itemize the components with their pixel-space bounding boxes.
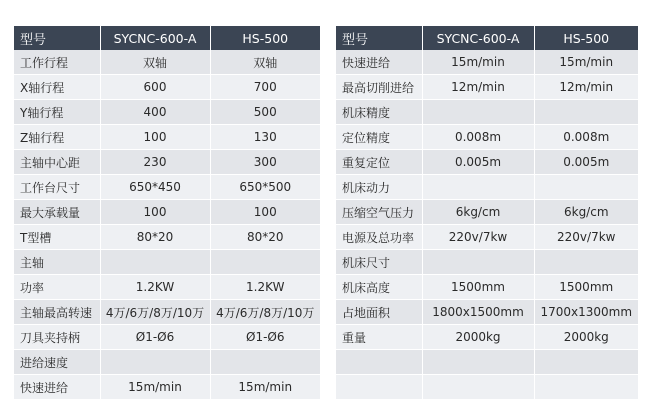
spec-name-cell: T型槽 (14, 225, 100, 250)
table-row (14, 375, 320, 400)
spec-name-cell: 机床尺寸 (336, 250, 422, 275)
spec-name-cell: Y轴行程 (14, 100, 100, 125)
sycnc-600-a-value-cell (100, 350, 210, 375)
sycnc-600-a-value-cell: 双轴 (100, 50, 210, 75)
hs-500-value-cell (534, 375, 638, 400)
spec-name-cell (336, 350, 422, 375)
sycnc-600-a-value-cell: 220v/7kw (422, 225, 534, 250)
hs-500-value-cell: 130 (210, 125, 320, 150)
table-row (336, 375, 638, 400)
hs-500-value-cell: 12m/min (534, 75, 638, 100)
spec-name-cell: 工作行程 (14, 50, 100, 75)
spec-name-cell: 刀具夹持柄 (14, 325, 100, 350)
hs-500-value-cell: 500 (210, 100, 320, 125)
hs-500-value-cell (210, 250, 320, 275)
hs-500-value-cell: 300 (210, 150, 320, 175)
table-row (336, 175, 638, 200)
hs-500-value-cell: 1.2KW (210, 275, 320, 300)
spec-name-cell: 主轴最高转速 (14, 300, 100, 325)
table-row (14, 150, 320, 175)
sycnc-600-a-value-cell: 80*20 (100, 225, 210, 250)
spec-table-right-body (336, 50, 638, 400)
table-row (14, 75, 320, 100)
header-hs-500: HS-500 (210, 26, 320, 50)
hs-500-value-cell: 6kg/cm (534, 200, 638, 225)
table-row (14, 275, 320, 300)
sycnc-600-a-value-cell (100, 250, 210, 275)
sycnc-600-a-value-cell: 0.008m (422, 125, 534, 150)
spec-name-cell: 压缩空气压力 (336, 200, 422, 225)
table-header-row (336, 26, 638, 50)
hs-500-value-cell: 2000kg (534, 325, 638, 350)
table-row (336, 325, 638, 350)
sycnc-600-a-value-cell: 100 (100, 125, 210, 150)
table-row (336, 225, 638, 250)
table-row (14, 225, 320, 250)
table-row (336, 250, 638, 275)
table-row (14, 300, 320, 325)
spec-table-right (336, 26, 638, 400)
spec-table-left-body (14, 50, 320, 400)
sycnc-600-a-value-cell: 12m/min (422, 75, 534, 100)
table-row (14, 350, 320, 375)
table-row (336, 200, 638, 225)
header-sycnc-600-a: SYCNC-600-A (100, 26, 210, 50)
sycnc-600-a-value-cell (422, 175, 534, 200)
hs-500-value-cell: Ø1-Ø6 (210, 325, 320, 350)
hs-500-value-cell: 650*500 (210, 175, 320, 200)
sycnc-600-a-value-cell: 4万/6万/8万/10万 (100, 300, 210, 325)
spec-name-cell: 最大承载量 (14, 200, 100, 225)
spec-name-cell: X轴行程 (14, 75, 100, 100)
spec-table-left (14, 26, 320, 400)
sycnc-600-a-value-cell: 1500mm (422, 275, 534, 300)
spec-name-cell: 重复定位 (336, 150, 422, 175)
hs-500-value-cell: 双轴 (210, 50, 320, 75)
table-header-row (14, 26, 320, 50)
hs-500-value-cell: 4万/6万/8万/10万 (210, 300, 320, 325)
table-row (14, 200, 320, 225)
sycnc-600-a-value-cell: 100 (100, 200, 210, 225)
sycnc-600-a-value-cell (422, 100, 534, 125)
table-row (336, 125, 638, 150)
hs-500-value-cell: 700 (210, 75, 320, 100)
sycnc-600-a-value-cell (422, 350, 534, 375)
sycnc-600-a-value-cell: 0.005m (422, 150, 534, 175)
spec-name-cell: 功率 (14, 275, 100, 300)
hs-500-value-cell: 15m/min (210, 375, 320, 400)
table-row (336, 350, 638, 375)
spec-name-cell (336, 375, 422, 400)
sycnc-600-a-value-cell: 6kg/cm (422, 200, 534, 225)
hs-500-value-cell (534, 100, 638, 125)
sycnc-600-a-value-cell: 15m/min (422, 50, 534, 75)
spec-name-cell: 定位精度 (336, 125, 422, 150)
sycnc-600-a-value-cell: 650*450 (100, 175, 210, 200)
sycnc-600-a-value-cell: 15m/min (100, 375, 210, 400)
spec-name-cell: 进给速度 (14, 350, 100, 375)
spec-name-cell: 主轴 (14, 250, 100, 275)
table-row (336, 150, 638, 175)
sycnc-600-a-value-cell: Ø1-Ø6 (100, 325, 210, 350)
sycnc-600-a-value-cell (422, 375, 534, 400)
spec-name-cell: 电源及总功率 (336, 225, 422, 250)
hs-500-value-cell: 100 (210, 200, 320, 225)
table-row (336, 275, 638, 300)
header-hs-500: HS-500 (534, 26, 638, 50)
spec-name-cell: 快速进给 (336, 50, 422, 75)
table-row (336, 75, 638, 100)
sycnc-600-a-value-cell: 2000kg (422, 325, 534, 350)
hs-500-value-cell: 0.008m (534, 125, 638, 150)
table-row (14, 100, 320, 125)
hs-500-value-cell: 220v/7kw (534, 225, 638, 250)
sycnc-600-a-value-cell: 400 (100, 100, 210, 125)
table-row (14, 325, 320, 350)
hs-500-value-cell (534, 250, 638, 275)
hs-500-value-cell (534, 175, 638, 200)
spec-name-cell: Z轴行程 (14, 125, 100, 150)
spec-name-cell: 主轴中心距 (14, 150, 100, 175)
table-row (14, 175, 320, 200)
hs-500-value-cell (210, 350, 320, 375)
table-row (14, 125, 320, 150)
header-model: 型号 (336, 26, 422, 50)
hs-500-value-cell: 80*20 (210, 225, 320, 250)
table-row (336, 100, 638, 125)
spec-name-cell: 机床动力 (336, 175, 422, 200)
hs-500-value-cell: 1700x1300mm (534, 300, 638, 325)
sycnc-600-a-value-cell (422, 250, 534, 275)
sycnc-600-a-value-cell: 230 (100, 150, 210, 175)
header-model: 型号 (14, 26, 100, 50)
spec-name-cell: 快速进给 (14, 375, 100, 400)
table-row (14, 50, 320, 75)
table-row (14, 250, 320, 275)
sycnc-600-a-value-cell: 600 (100, 75, 210, 100)
spec-name-cell: 机床精度 (336, 100, 422, 125)
spec-name-cell: 工作台尺寸 (14, 175, 100, 200)
spec-name-cell: 机床高度 (336, 275, 422, 300)
table-row (336, 50, 638, 75)
sycnc-600-a-value-cell: 1.2KW (100, 275, 210, 300)
spec-name-cell: 最高切削进给 (336, 75, 422, 100)
spec-name-cell: 重量 (336, 325, 422, 350)
hs-500-value-cell: 1500mm (534, 275, 638, 300)
hs-500-value-cell: 15m/min (534, 50, 638, 75)
hs-500-value-cell: 0.005m (534, 150, 638, 175)
table-row (336, 300, 638, 325)
sycnc-600-a-value-cell: 1800x1500mm (422, 300, 534, 325)
spec-name-cell: 占地面积 (336, 300, 422, 325)
header-sycnc-600-a: SYCNC-600-A (422, 26, 534, 50)
hs-500-value-cell (534, 350, 638, 375)
